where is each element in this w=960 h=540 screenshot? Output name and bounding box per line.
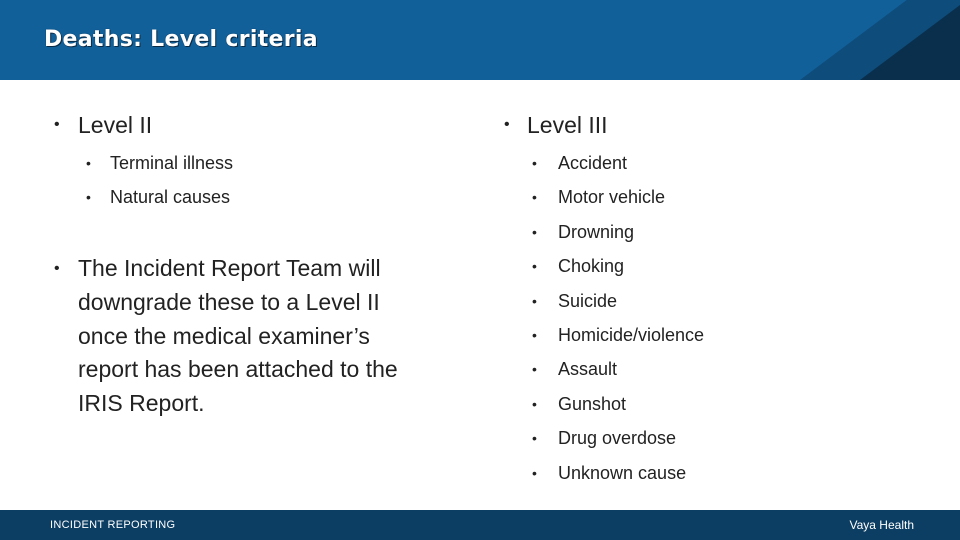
list-item: • Suicide [500,284,940,318]
list-item: • Gunshot [500,387,940,421]
bullet-dot-icon: • [86,189,91,206]
bullet-dot-icon: • [504,116,510,133]
level-ii-list [30,146,450,215]
bullet-dot-icon: • [54,260,60,277]
bullet-dot-icon: • [54,116,60,133]
footer-bar [0,510,960,540]
footer-org-name: Vaya Health [849,518,914,532]
list-item: • Assault [500,352,940,386]
bullet-dot-icon: • [532,258,537,275]
bullet-dot-icon: • [532,189,537,206]
list-item: • Motor vehicle [500,180,940,214]
footer-section-label: INCIDENT REPORTING [50,519,176,531]
note-item [30,252,430,421]
bullet-dot-icon: • [532,292,537,309]
bullet-dot-icon: • [532,327,537,344]
level-iii-heading [500,108,940,142]
bullet-dot-icon: • [532,395,537,412]
list-item: • Natural causes [30,180,450,214]
list-item: • Terminal illness [30,146,450,180]
bullet-dot-icon: • [86,155,91,171]
level-ii-heading [30,108,450,142]
list-item: • Unknown cause [500,456,940,490]
bullet-dot-icon: • [532,430,537,447]
level-ii-heading-text: Level II [78,112,153,138]
bullet-dot-icon: • [532,155,537,171]
level-iii-heading-text: Level III [527,112,608,138]
list-item: • Drug overdose [500,421,940,455]
list-item: • Drowning [500,215,940,249]
level-iii-column [500,108,940,490]
list-item: • Choking [500,249,940,283]
note-text: The Incident Report Team will downgrade these to a Level II once the medical examiner’s report has been attached to the IRIS Report. [78,255,398,417]
list-item: • Homicide/violence [500,318,940,352]
bullet-dot-icon: • [532,464,537,481]
level-ii-column [30,108,450,215]
list-item: • Accident [500,146,940,180]
level-iii-list [500,146,940,490]
bullet-dot-icon: • [532,361,537,378]
slide-title: Deaths: Level criteria [44,27,318,52]
downgrade-note [30,252,430,421]
title-bar [0,0,960,80]
bullet-dot-icon: • [532,223,537,240]
